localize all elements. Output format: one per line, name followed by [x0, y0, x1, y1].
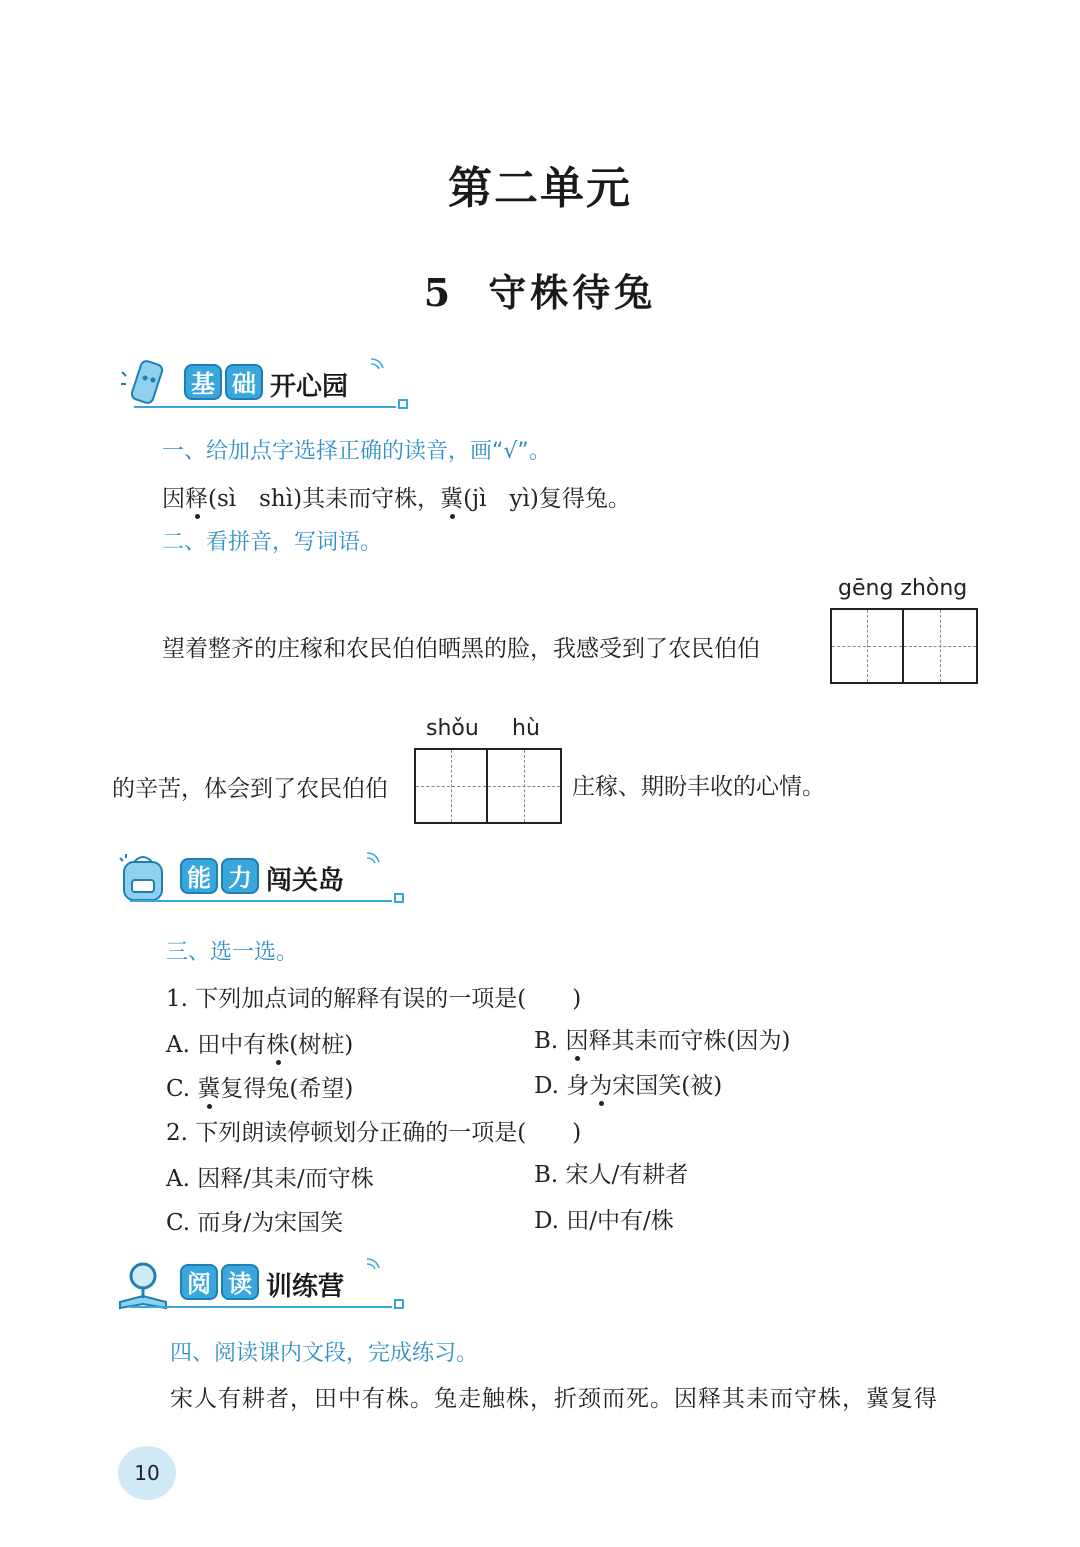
section-badge: [184, 364, 263, 400]
signal-icon: [364, 850, 382, 868]
option-text: 释其耒而守株(因为): [588, 1028, 791, 1054]
q3-item2-option-b[interactable]: B. 宋人/有耕者: [534, 1162, 689, 1188]
section-underline: [134, 406, 396, 408]
signal-icon: [364, 1256, 382, 1274]
lesson-number: 5: [423, 270, 455, 315]
section-name: 训练营: [266, 1272, 345, 1302]
q1-text: 因: [162, 486, 185, 512]
section-badge: [180, 1264, 259, 1300]
option-text: B.: [534, 1028, 566, 1054]
corner-mark-icon: [394, 1299, 404, 1309]
unit-title: 第二单元: [448, 163, 632, 214]
lesson-title: [0, 262, 1080, 317]
section-name: 闯关岛: [266, 866, 345, 896]
section-header-basic: [120, 356, 420, 420]
grid-cell[interactable]: [832, 610, 904, 682]
q2-heading: 二、看拼音，写词语。: [162, 530, 383, 555]
badge-char: 力: [221, 858, 259, 894]
q1-text: (sì shì)其耒而守株，: [208, 486, 441, 512]
section-badge: [180, 858, 259, 894]
section-underline: [130, 900, 392, 902]
q3-item1-stem: 1. 下列加点词的解释有误的一项是( ): [166, 986, 582, 1012]
option-dotted-char: 因: [565, 1028, 589, 1054]
q3-item1-option-d[interactable]: [534, 1067, 722, 1100]
pinyin-hu: hù: [512, 716, 540, 741]
option-text: 宋国笑(被): [612, 1073, 723, 1099]
signal-icon: [368, 356, 386, 374]
section-header-reading: [116, 1256, 416, 1320]
q1-dotted-char: 释: [185, 486, 208, 512]
q3-item2-option-a[interactable]: A. 因释/其耒/而守株: [166, 1166, 374, 1192]
option-text: 复得兔(希望): [220, 1076, 354, 1102]
writing-grid-1[interactable]: [830, 608, 978, 684]
option-dotted-char: 为: [589, 1073, 613, 1099]
q2-line1: 望着整齐的庄稼和农民伯伯晒黑的脸，我感受到了农民伯伯: [162, 636, 760, 662]
q2-line2b: 庄稼、期盼丰收的心情。: [572, 774, 825, 800]
grid-cell[interactable]: [488, 750, 560, 822]
q3-item2-option-d[interactable]: D. 田/中有/株: [534, 1208, 674, 1234]
pinyin-gengzhong: gēng zhòng: [838, 576, 968, 601]
badge-char: 阅: [180, 1264, 218, 1300]
option-text: (树桩): [289, 1032, 354, 1058]
badge-char: 基: [184, 364, 222, 400]
q3-item1-option-b[interactable]: [534, 1022, 790, 1055]
corner-mark-icon: [394, 893, 404, 903]
option-text: D. 身: [534, 1073, 590, 1099]
pinyin-shou: shǒu: [426, 716, 479, 741]
q3-item1-option-c[interactable]: [166, 1070, 353, 1103]
section-underline: [130, 1306, 392, 1308]
q4-heading: 四、阅读课内文段，完成练习。: [170, 1341, 479, 1366]
q4-passage: 宋人有耕者，田中有株。兔走触株，折颈而死。因释其耒而守株，冀复得: [170, 1386, 938, 1412]
grid-cell[interactable]: [904, 610, 976, 682]
q1-line: [162, 480, 631, 513]
section-name: 开心园: [270, 372, 349, 402]
option-dotted-char: 株: [266, 1032, 290, 1058]
badge-char: 础: [225, 364, 263, 400]
q3-item1-option-a[interactable]: [166, 1026, 353, 1059]
page-number: 10: [118, 1446, 176, 1500]
q3-item2-stem: 2. 下列朗读停顿划分正确的一项是( ): [166, 1120, 582, 1146]
q1-dotted-char: 冀: [440, 486, 464, 512]
corner-mark-icon: [398, 399, 408, 409]
q3-heading: 三、选一选。: [166, 940, 299, 965]
lesson-name: 守株待兔: [488, 270, 657, 315]
q2-line2a: 的辛苦，体会到了农民伯伯: [112, 776, 388, 802]
pencil-mascot-icon: [120, 358, 174, 410]
badge-char: 能: [180, 858, 218, 894]
q1-heading: 一、给加点字选择正确的读音，画“√”。: [162, 439, 551, 464]
option-dotted-char: 冀: [197, 1076, 221, 1102]
option-text: C.: [166, 1076, 198, 1102]
section-header-ability: [116, 850, 416, 914]
grid-cell[interactable]: [416, 750, 488, 822]
q1-text: (jì yì)复得兔。: [463, 486, 631, 512]
backpack-mascot-icon: [116, 852, 170, 904]
q3-item2-option-c[interactable]: C. 而身/为宋国笑: [166, 1210, 344, 1236]
writing-grid-2[interactable]: [414, 748, 562, 824]
badge-char: 读: [221, 1264, 259, 1300]
magnifier-book-mascot-icon: [116, 1258, 170, 1310]
option-text: A. 田中有: [166, 1032, 267, 1058]
